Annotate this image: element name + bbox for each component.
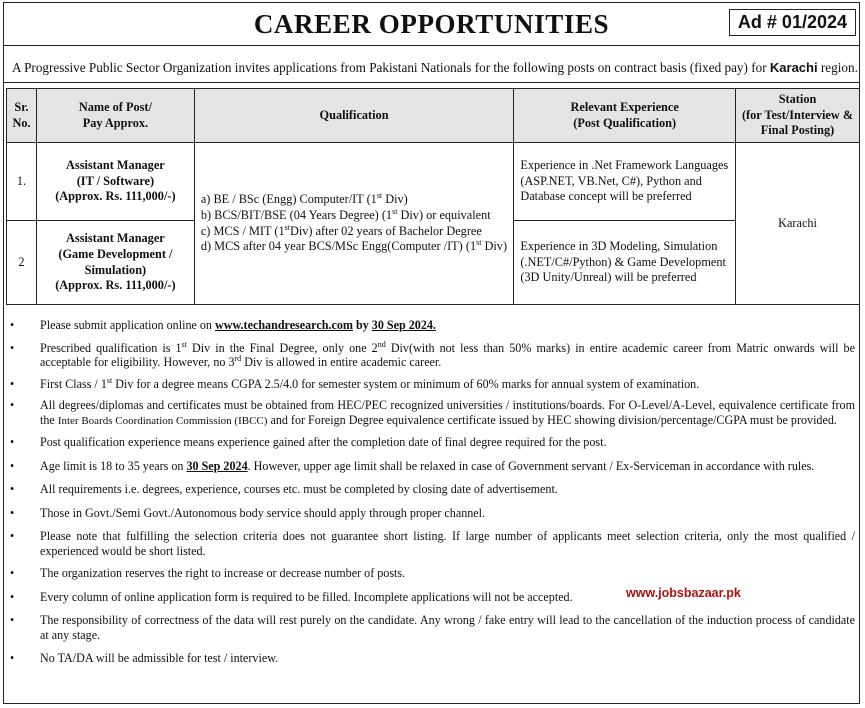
divider xyxy=(3,82,860,83)
list-item: • Please note that fulfilling the selection criteria does not guarantee short listing. If large number of applicants meet selection criteria, only the most qualified / experienced would be short listed. xyxy=(10,529,855,558)
row2-post: Assistant Manager (Game Development / Simulation) (Approx. Rs. 111,000/-) xyxy=(36,221,194,305)
bullet-icon: • xyxy=(10,398,15,412)
list-item: • All degrees/diplomas and certificates must be obtained from HEC/PEC recognized universities / institutions/boards. For O-Level/A-Level, equivalence certificate from the Inter Boards Coordination Commission (IBCC) and for Foreign Degree equivalence certificate issued by HEC showing division/percentage/CGPA must be provided. xyxy=(10,398,855,427)
intro-text: A Progressive Public Sector Organization invites applications from Pakistani Nationals for the following posts on contract basis (fixed pay) for xyxy=(12,60,767,75)
intro-region: Karachi xyxy=(769,60,818,75)
list-item: • The responsibility of correctness of the data will rest purely on the candidate. Any wrong / fake entry will lead to the cancellation of the induction process of candidate at any stage. xyxy=(10,613,855,642)
qualification-b: b) BCS/BIT/BSE (04 Years Degree) (1st Div) or equivalent xyxy=(200,206,491,222)
list-item: • Please submit application online on www.techandresearch.com by 30 Sep 2024. xyxy=(10,318,436,332)
bullet-icon: • xyxy=(10,589,15,604)
row1-sr: 1. xyxy=(7,143,37,221)
bullet-icon: • xyxy=(10,566,15,580)
row1-experience: Experience in .Net Framework Languages (ASP.NET, VB.Net, C#), Python and Database concept will be preferred xyxy=(514,143,736,221)
intro-paragraph xyxy=(12,60,858,76)
list-item: • The organization reserves the right to increase or decrease number of posts. xyxy=(10,566,406,580)
list-item: • First Class / 1st Div for a degree means CGPA 2.5/4.0 for semester system or minimum of 60% marks for annual system of examination. xyxy=(10,375,700,391)
header-station: Station (for Test/Interview & Final Posting) xyxy=(736,89,860,143)
bullet-icon: • xyxy=(10,340,15,355)
application-link[interactable]: www.techandresearch.com xyxy=(215,318,353,332)
list-item: • Age limit is 18 to 35 years on 30 Sep 2024. However, upper age limit shall be relaxed in case of Government servant / Ex-Serviceman in accordance with rules. xyxy=(10,458,815,473)
header-experience: Relevant Experience (Post Qualification) xyxy=(514,89,736,143)
row2-experience: Experience in 3D Modeling, Simulation (.NET/C#/Python) & Game Development (3D Unity/Unreal) will be preferred xyxy=(514,221,736,305)
list-item: • All requirements i.e. degrees, experience, courses etc. must be completed by closing date of advertisement. xyxy=(10,482,558,496)
bullet-icon: • xyxy=(10,435,15,449)
header-post: Name of Post/ Pay Approx. xyxy=(36,89,194,143)
bullet-icon: • xyxy=(10,505,15,520)
header-qualification: Qualification xyxy=(194,89,514,143)
bullet-icon: • xyxy=(10,318,15,332)
list-item: • Post qualification experience means experience gained after the completion date of final degree required for the post. xyxy=(10,435,607,449)
bullet-icon: • xyxy=(10,613,15,627)
bullet-icon: • xyxy=(10,651,15,665)
table-row xyxy=(7,143,860,221)
posts-table xyxy=(6,88,860,305)
instructions-list xyxy=(8,310,855,666)
table-header-row xyxy=(7,89,860,143)
bullet-icon: • xyxy=(10,529,15,543)
page-title: CAREER OPPORTUNITIES xyxy=(253,9,610,39)
title-bar xyxy=(3,2,860,46)
qualification-a: a) BE / BSc (Engg) Computer/IT (1st Div) xyxy=(200,190,408,206)
qualification-d: d) MCS after 04 year BCS/MSc Engg(Computer /IT) (1st Div) xyxy=(200,238,508,254)
bullet-icon: • xyxy=(10,482,15,496)
row1-post: Assistant Manager (IT / Software) (Approx. Rs. 111,000/-) xyxy=(36,143,194,221)
intro-suffix: region. xyxy=(820,60,858,75)
list-item: • Prescribed qualification is 1st Div in the Final Degree, only one 2nd Div(with not less than 50% marks) in entire academic career from Matric onwards will be acceptable for eligibility. However, no 3rd Div is allowed in entire academic career. xyxy=(10,339,855,369)
bullet-icon: • xyxy=(10,458,15,473)
list-item: • Every column of online application form is required to be filled. Incomplete applications will not be accepted. xyxy=(10,589,573,604)
qualification-cell xyxy=(194,143,514,305)
list-item: • No TA/DA will be admissible for test / interview. xyxy=(10,651,279,665)
watermark-link[interactable]: www.jobsbazaar.pk xyxy=(626,586,741,600)
station-cell: Karachi xyxy=(736,143,860,305)
header-sr: Sr. No. xyxy=(7,89,37,143)
row2-sr: 2 xyxy=(7,221,37,305)
bullet-icon: • xyxy=(10,376,15,391)
list-item: • Those in Govt./Semi Govt./Autonomous body service should apply through proper channel. xyxy=(10,505,486,520)
qualification-c: c) MCS / MIT (1stDiv) after 02 years of Bachelor Degree xyxy=(200,222,482,238)
ad-number-badge: Ad # 01/2024 xyxy=(729,9,856,36)
